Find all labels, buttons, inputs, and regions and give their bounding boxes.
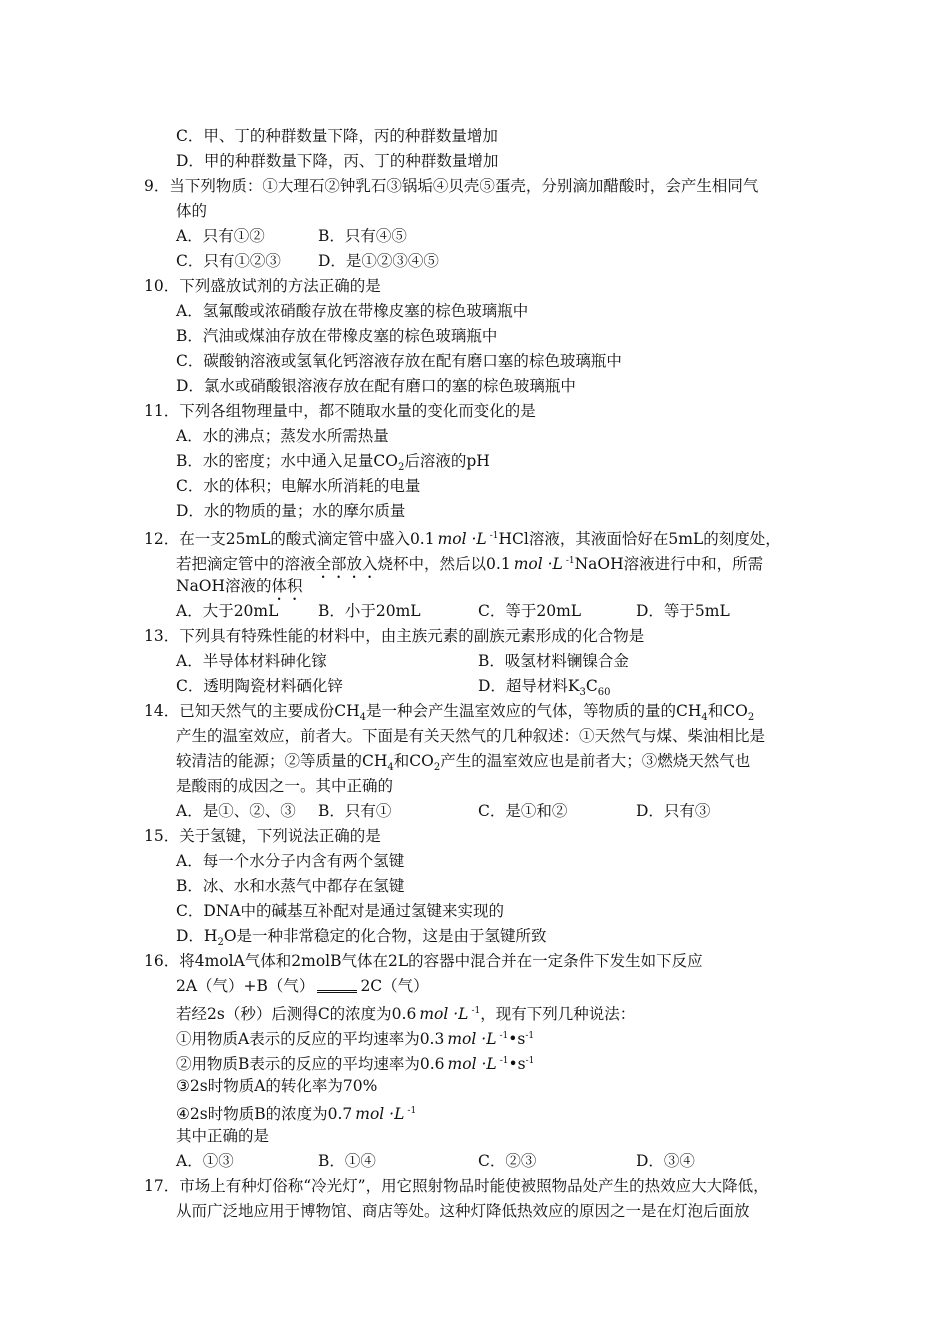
q14-option-c: C．是①和② [478, 802, 568, 820]
q11-stem: 11．下列各组物理量中，都不随取水量的变化而变化的是 [144, 402, 536, 420]
q13-options-row2 [176, 674, 776, 698]
q9-option-d: D．是①②③④⑤ [318, 252, 439, 270]
q13-stem: 13．下列具有特殊性能的材料中，由主族元素的副族元素形成的化合物是 [144, 627, 645, 645]
q9-options-row2 [176, 249, 576, 273]
q17-stem-cont: 从而广泛地应用于博物馆、商店等处。这种灯降低热效应的原因之一是在灯泡后面放 [176, 1202, 750, 1220]
q12-stem: 12．在一支25mL的酸式滴定管中盛入0.1 mol ·L $^{-1}$HCl溶液，其液面恰好在5mL的刻度处， [144, 530, 781, 549]
q16-option-b: B．①④ [318, 1152, 376, 1170]
q16-option-a: A．①③ [176, 1152, 234, 1170]
q11-option-a: A．水的沸点；蒸发水所需热量 [176, 427, 389, 445]
q14-stem: 14．已知天然气的主要成份$CH_4$是一种会产生温室效应的气体，等物质的量的$CH_4$和$CO_2$ [144, 702, 755, 724]
q16-option-c: C．②③ [478, 1152, 537, 1170]
q9-stem: 9．当下列物质：①大理石②钟乳石③锅垢④贝壳⑤蛋壳，分别滴加醋酸时，会产生相同气 [144, 177, 759, 195]
q16-statement-3: ③2s时物质A的转化率为70% [176, 1077, 378, 1095]
q14-stem-cont1: 产生的温室效应，前者大。下面是有关天然气的几种叙述：①天然气与煤、柴油相比是 [176, 727, 766, 745]
q14-options [176, 799, 776, 823]
q15-option-b: B．冰、水和水蒸气中都存在氢键 [176, 877, 405, 895]
q9-options-row1 [176, 224, 576, 248]
q9-option-a: A．只有①② [176, 227, 265, 245]
q16-condition: 若经2s（秒）后测得C的浓度为0.6 mol ·L $^{-1}$，现有下列几种说法： [176, 1005, 636, 1024]
q10-option-a: A．氢氟酸或浓硝酸存放在带橡皮塞的棕色玻璃瓶中 [176, 302, 529, 320]
q15-option-d: D．$H_2O$是一种非常稳定的化合物，这是由于氢键所致 [176, 927, 547, 949]
q14-stem-cont2: 较清洁的能源；②等质量的$CH_4$和$CO_2$产生的温室效应也是前者大；③燃烧天然气也 [176, 752, 751, 774]
q8-option-c: C．甲、丁的种群数量下降，丙的种群数量增加 [176, 127, 498, 145]
q12-options [176, 599, 776, 623]
q16-prompt: 其中正确的是 [176, 1127, 270, 1145]
q10-stem: 10．下列盛放试剂的方法正确的是 [144, 277, 381, 295]
q15-option-a: A．每一个水分子内含有两个氢键 [176, 852, 405, 870]
q17-stem: 17．市场上有种灯俗称“冷光灯”，用它照射物品时能使被照物品处产生的热效应大大降低， [144, 1177, 769, 1195]
q9-option-c: C．只有①②③ [176, 252, 281, 270]
q16-statement-2: ②用物质B表示的反应的平均速率为0.6 mol ·L $^{-1}•s^{-1}$ [176, 1055, 535, 1074]
q8-option-d: D．甲的种群数量下降，丙、丁的种群数量增加 [176, 152, 499, 170]
equilibrium-sign [317, 982, 357, 993]
q10-option-b: B．汽油或煤油存放在带橡皮塞的棕色玻璃瓶中 [176, 327, 498, 345]
q16-option-d: D．③④ [636, 1152, 695, 1170]
q12-emphasis-volume: 体积 [271, 577, 303, 595]
q13-option-c: C．透明陶瓷材料硒化锌 [176, 677, 343, 695]
q16-statement-4: ④2s时物质B的浓度为0.7 mol ·L $^{-1}$ [176, 1105, 417, 1124]
q11-option-d: D．水的物质的量；水的摩尔质量 [176, 502, 406, 520]
q14-option-b: B．只有① [318, 802, 392, 820]
q14-option-a: A．是①、②、③ [176, 802, 296, 820]
q11-option-c: C．水的体积；电解水所消耗的电量 [176, 477, 421, 495]
q12-stem-cont: 若把滴定管中的溶液全部放入烧杯中，然后以0.1 mol ·L $^{-1}$NaOH溶液进行中和，所需 [176, 555, 764, 574]
q14-option-d: D．只有③ [636, 802, 711, 820]
q16-equation: 2A（气）+B（气） 2C（气） [176, 977, 429, 995]
q13-option-a: A．半导体材料砷化镓 [176, 652, 327, 670]
q12-option-b: B．小于20mL [318, 602, 421, 620]
q12-emphasis-all: 全部放入 [315, 555, 378, 574]
q13-option-b: B．吸氢材料镧镍合金 [478, 652, 629, 670]
q12-option-a: A．大于20mL [176, 602, 279, 620]
q16-options [176, 1149, 776, 1173]
q9-stem-cont: 体的 [176, 202, 208, 220]
q15-stem: 15．关于氢键，下列说法正确的是 [144, 827, 381, 845]
q12-option-d: D．等于5mL [636, 602, 730, 620]
q16-statement-1: ①用物质A表示的反应的平均速率为0.3 mol ·L $^{-1}•s^{-1}$ [176, 1030, 535, 1049]
q11-option-b: B．水的密度；水中通入足量$CO_2$后溶液的pH [176, 452, 490, 474]
q12-option-c: C．等于20mL [478, 602, 582, 620]
q12-stem-cont2: NaOH溶液的体积 [176, 577, 303, 595]
q15-option-c: C．DNA中的碱基互补配对是通过氢键来实现的 [176, 902, 505, 920]
q10-option-d: D．氯水或硝酸银溶液存放在配有磨口的塞的棕色玻璃瓶中 [176, 377, 576, 395]
q10-option-c: C．碳酸钠溶液或氢氧化钙溶液存放在配有磨口塞的棕色玻璃瓶中 [176, 352, 622, 370]
q14-stem-cont3: 是酸雨的成因之一。其中正确的 [176, 777, 394, 795]
q13-option-d: D．超导材料$K_3C_{60}$ [478, 677, 611, 699]
q13-options-row1 [176, 649, 776, 673]
q16-stem: 16．将4molA气体和2molB气体在2L的容器中混合并在一定条件下发生如下反应 [144, 952, 703, 970]
q9-option-b: B．只有④⑤ [318, 227, 407, 245]
